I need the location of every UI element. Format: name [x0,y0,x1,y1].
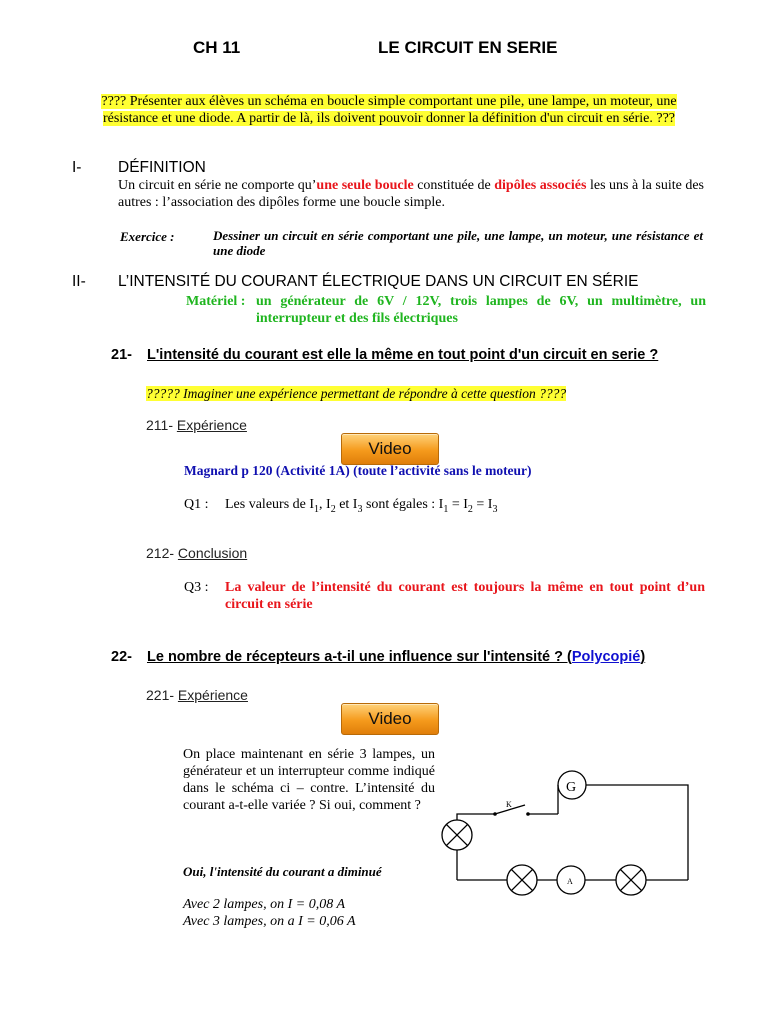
teacher-note-text: ???? Présenter aux élèves un schéma en boucle simple comportant une pile, une lampe, un moteur, une résistance et une diode. A partir de là, ils doivent pouvoir donner la définition d'un circuit en série. ??? [101,94,677,126]
q22-question: Le nombre de récepteurs a-t-il une influence sur l'intensité ? (Polycopié) [147,649,646,665]
sub211-title: Expérience [176,417,247,433]
section2-title: L’INTENSITÉ DU COURANT ÉLECTRIQUE DANS UN CIRCUIT EN SÉRIE [118,273,639,290]
sub221 [146,687,248,703]
sub221-title: Expérience [177,687,248,703]
exercise-text: Dessiner un circuit en série comportant une pile, une lampe, un moteur, une résistance et une diode [213,228,703,258]
lamp-left [442,820,472,850]
video-button-2[interactable]: Video [341,703,439,735]
ammeter-label: A [567,877,573,886]
section1-number: I- [72,159,82,176]
experiment-answer: Oui, l'intensité du courant a diminué [183,864,382,879]
sub212-title: Conclusion [177,545,248,561]
sub211 [146,417,247,433]
definition-highlight-loop: une seule boucle [316,178,414,193]
q21-question-text: L'intensité du courant est elle la même en tout point d'un circuit en serie ? [147,347,659,363]
generator-label: G [566,780,577,795]
sub212 [146,545,247,561]
definition-highlight-dipoles: dipôles associés [494,178,587,193]
q22-number: 22- [111,649,132,665]
definition-text: les uns à la suite des autres : l’association des dipôles forme une boucle simple. [118,178,704,210]
sub221-number: 221- [146,687,175,703]
definition-text: constituée de [413,178,495,193]
sub212-number: 212- [146,545,175,561]
chapter-number: CH 11 [193,38,241,57]
section2-number: II- [72,273,86,290]
q21-note-text: ????? Imaginer une expérience permettant de répondre à cette question ???? [146,386,567,401]
lamp-bottom-1 [507,865,537,895]
section1-title: DÉFINITION [118,159,206,176]
q22-question-text: Le nombre de récepteurs a-t-il une influence sur l'intensité ? ( [147,649,572,665]
experiment-description: On place maintenant en série 3 lampes, un générateur et un interrupteur comme indiqué dans le schéma ci – contre. L’intensité du courant a-t-elle variée ? Si oui, comment ? [183,747,435,813]
sub211-number: 211- [146,417,173,433]
q21-question [111,345,705,365]
q3-answer: La valeur de l’intensité du courant est toujours la même en tout point d’un circuit en série [225,580,705,612]
series-circuit-diagram [440,765,690,910]
polycopie-link[interactable]: Polycopié [571,649,641,665]
result-two-lamps: Avec 2 lampes, on I = 0,08 A [183,897,345,912]
materiel-label: Matériel : [186,294,246,309]
lamp-bottom-2 [616,865,646,895]
q21-note [146,385,566,402]
wire [457,814,495,821]
result-three-lamps: Avec 3 lampes, on a I = 0,06 A [183,914,356,929]
materiel-text: un générateur de 6V / 12V, trois lampes de 6V, un multimètre, un interrupteur et des fils électriques [256,294,706,326]
page-title: LE CIRCUIT EN SERIE [378,38,558,57]
q21-number: 21- [111,347,132,363]
switch-label: K [506,800,512,809]
q1-label: Q1 : [184,497,209,512]
switch-k [495,805,558,814]
q3-label: Q3 : [184,580,209,595]
teacher-note [80,93,698,127]
video-button-1[interactable]: Video [341,433,439,465]
q1-answer: Les valeurs de $I_1$, $I_2$ et $I_3$ sont égales : $I_1 = I_2 = I_3$ [225,497,498,515]
exercise-label: Exercice : [120,229,175,244]
definition-text: Un circuit en série ne comporte qu’ [118,178,317,193]
section1-definition [118,177,704,211]
activity-reference: Magnard p 120 (Activité 1A) (toute l’activité sans le moteur) [184,463,532,478]
